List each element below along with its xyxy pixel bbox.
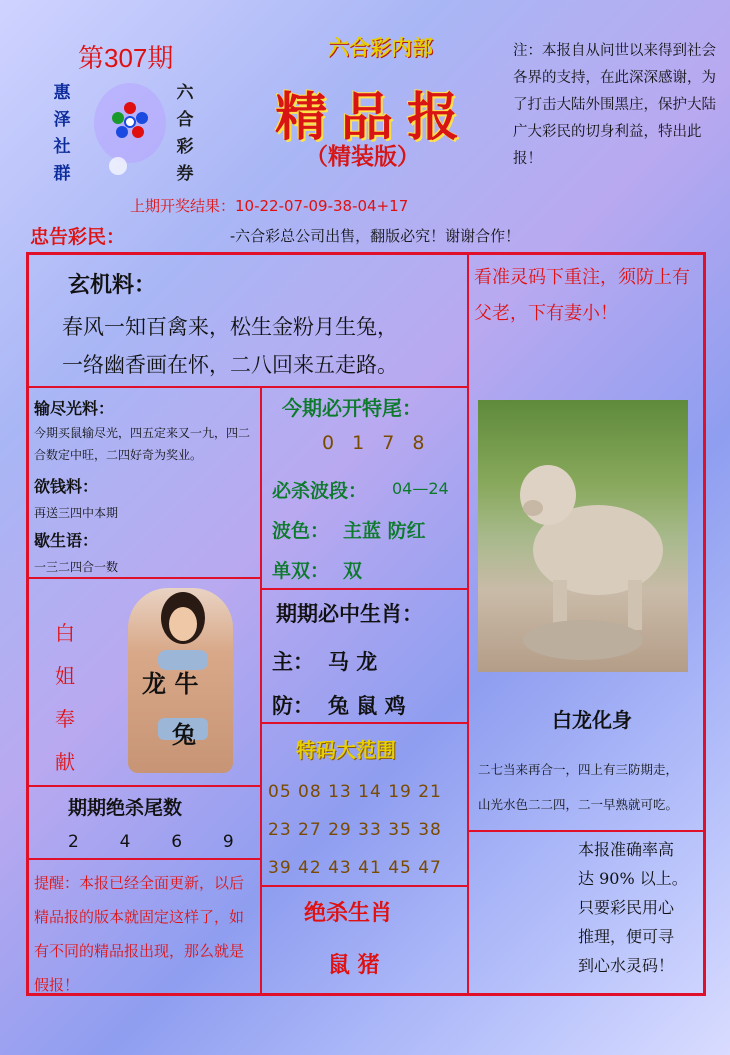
issue-number: 第307期: [78, 43, 174, 73]
divider: [261, 885, 469, 887]
advice-text: -六合彩总公司出售，翻版必究！谢谢合作！: [230, 227, 521, 245]
main-title: 精品报: [275, 87, 474, 148]
divider: [29, 858, 261, 860]
flower-logo-icon: [90, 78, 170, 178]
wave-label: 必杀波段：: [272, 480, 368, 502]
kill-zodiac-value: 鼠 猪: [328, 952, 380, 978]
kill-tail-title: 期期绝杀尾数: [68, 797, 183, 819]
advice-label: 忠告彩民：: [30, 226, 126, 248]
zodiac-main-label: 主：: [272, 649, 314, 674]
girl-overlay-2: 兔: [172, 720, 196, 749]
divider: [469, 830, 703, 832]
range-title: 特码大范围: [296, 738, 396, 762]
rest-text: 一三二四合一数: [34, 560, 119, 574]
warning-text: 看准灵码下重注，须防上有父老，下有妻小！: [474, 267, 690, 324]
dragon-line-1: 二七当来再合一，四上有三防期走，: [478, 762, 679, 777]
color-value: 主蓝 防红: [343, 520, 426, 542]
pig-icon: [478, 400, 688, 672]
lose-text: 今期买鼠输尽光，四五定来又一九，四二合数定中旺，二四好奇为奖业。: [34, 426, 251, 462]
zodiac-guard-label: 防：: [272, 693, 314, 718]
divider: [261, 588, 469, 590]
range-row: 23 27 29 33 35 38: [268, 820, 442, 840]
divider: [467, 255, 469, 993]
range-row: 39 42 43 41 45 47: [268, 858, 442, 878]
zodiac-title: 期期必中生肖：: [276, 601, 423, 626]
want-title: 欲钱料：: [34, 477, 99, 496]
tail-title: 今期必开特尾：: [282, 396, 422, 420]
mystery-line-2: 一络幽香画在怀，二八回来五走路。: [62, 353, 398, 377]
color-label: 波色：: [272, 520, 330, 542]
mystery-line-1: 春风一知百禽来，松生金粉月生兔，: [62, 315, 398, 339]
dragon-line-2: 山光水色二二四，二一早熟就可吃。: [478, 797, 679, 812]
oddeven-label: 单双：: [272, 560, 330, 582]
lose-title: 输尽光料：: [34, 399, 115, 418]
divider: [29, 785, 261, 787]
kill-tail-digits: 2 4 6 9: [68, 832, 244, 852]
tail-digits: 0 1 7 8: [322, 432, 431, 454]
accuracy-text: 本报准确率高 达 90% 以上。 只要彩民用心 推理，便可寻 到心水灵码！: [578, 840, 688, 975]
last-results: 上期开奖结果：10-22-07-09-38-04+17: [130, 197, 409, 215]
girl-overlay-1: 龙 牛: [142, 669, 199, 698]
zodiac-main-value: 马 龙: [328, 649, 378, 674]
dragon-title: 白龙化身: [552, 708, 632, 732]
zodiac-guard-value: 兔 鼠 鸡: [328, 693, 406, 718]
subtitle-top: 六合彩内部: [328, 35, 433, 60]
wave-value: 04—24: [392, 479, 449, 498]
pig-statue-photo: [478, 400, 688, 672]
reminder-text: 提醒：本报已经全面更新，以后精品报的版本就固定这样了，如有不同的精品报出现，那么就是假报！: [34, 874, 245, 994]
oddeven-value: 双: [343, 560, 363, 582]
kill-zodiac-title: 绝杀生肖: [304, 900, 393, 926]
rest-title: 歇生语：: [34, 531, 99, 550]
divider: [260, 386, 262, 993]
divider: [261, 722, 469, 724]
mystery-title: 玄机料：: [68, 272, 157, 298]
edition-label: （精装版）: [305, 143, 420, 170]
note-text: 注：本报自从问世以来得到社会各界的支持，在此深深感谢，为了打击大陆外围黑庄，保护大陆广大彩民的切身利益，特出此报！: [513, 43, 716, 167]
logo: [40, 70, 210, 190]
range-row: 05 08 13 14 19 21: [268, 782, 442, 802]
want-text: 再送三四中本期: [34, 506, 119, 520]
logo-right-text: 六 合 彩 券: [176, 83, 194, 184]
girl-vertical-text: 白 姐 奉 献: [55, 621, 75, 774]
divider: [29, 386, 469, 388]
logo-left-text: 惠 泽 社 群: [53, 83, 71, 184]
